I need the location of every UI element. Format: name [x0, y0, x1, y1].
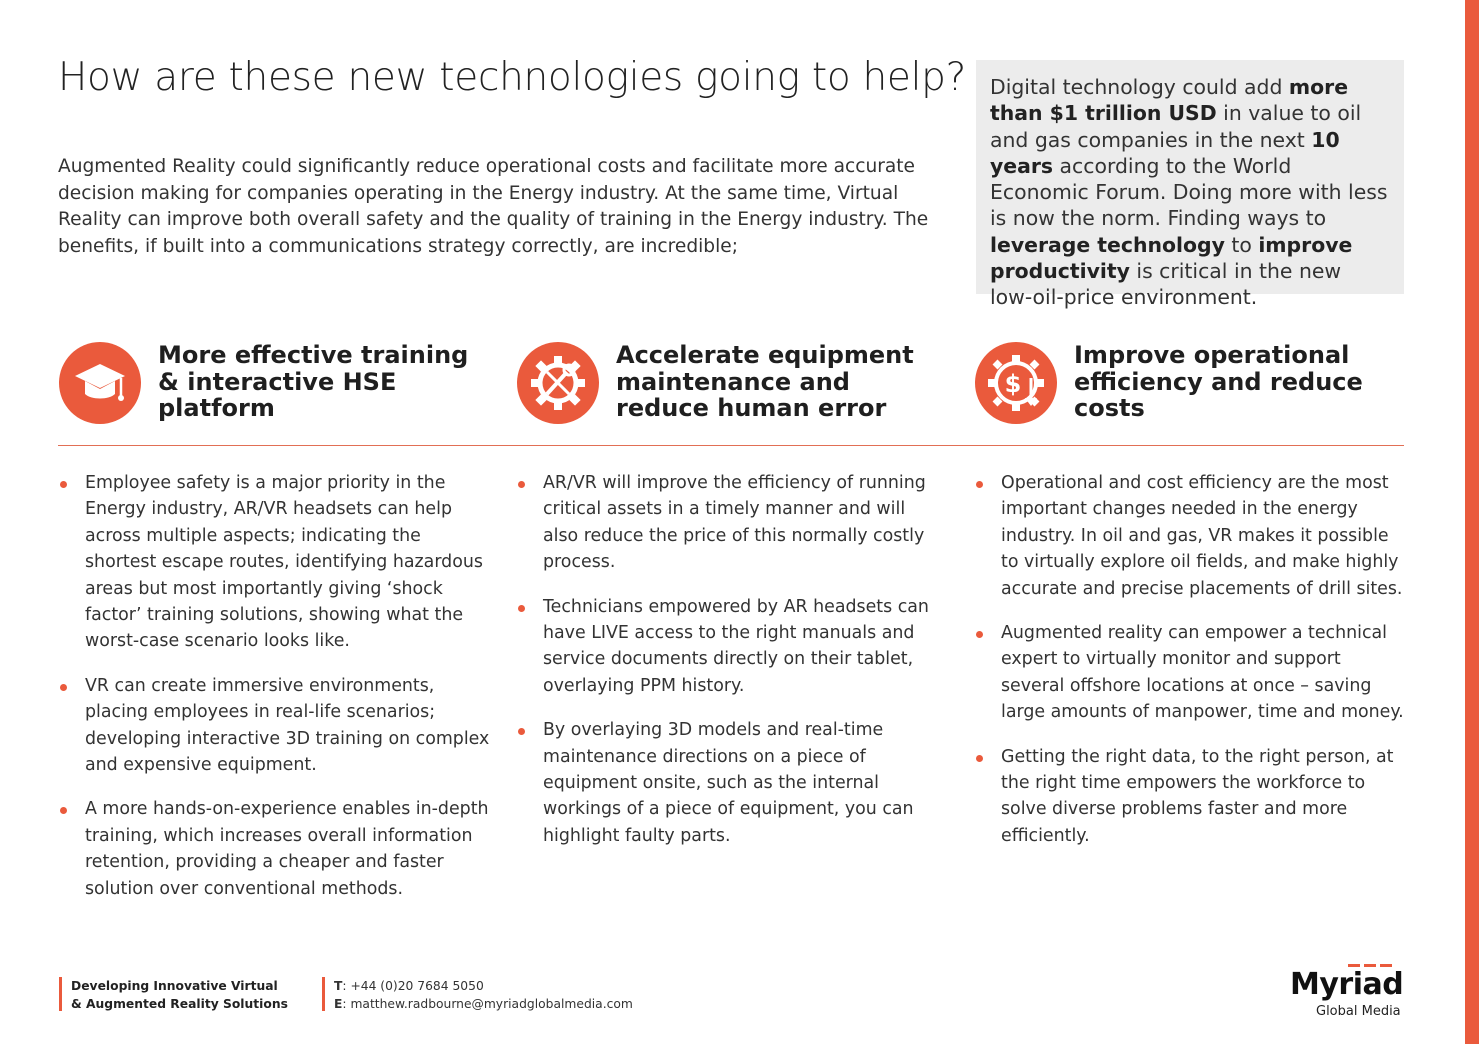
- logo-subtitle: Global Media: [1316, 1004, 1401, 1019]
- bullet-item: Operational and cost efficiency are the most important changes needed in the energy industry. In oil and gas, VR makes it possible to virtually explore oil fields, and make highly accurate and precise placements of drill sites.: [975, 470, 1405, 602]
- bullet-item: A more hands-on-experience enables in-depth training, which increases overall information retention, providing a cheaper and faster solution over conventional methods.: [59, 796, 491, 902]
- graduation-cap-icon: [59, 342, 141, 424]
- callout-emphasis: 10 years: [990, 127, 1340, 178]
- callout-emphasis: leverage technology: [990, 232, 1225, 257]
- logo-wordmark: Myriad: [1290, 967, 1404, 1002]
- phone-line: [334, 977, 633, 995]
- tagline-line: Developing Innovative Virtual: [71, 979, 278, 993]
- footer-contact: [322, 977, 633, 1011]
- footer-tagline: [59, 977, 288, 1011]
- intro-paragraph: Augmented Reality could significantly reduce operational costs and facilitate more accurate decision making for companies operating in the Energy industry. At the same time, Virtual Reality can improve both overall safety and the quality of training in the Energy industry. The benefits, if built into a communications strategy correctly, are incredible;: [58, 156, 929, 257]
- column-efficiency: [975, 470, 1405, 867]
- column-training: [59, 470, 491, 920]
- bullet-list: [59, 470, 491, 902]
- callout-emphasis: improve productivity: [990, 232, 1353, 284]
- callout-text: is critical in the new low-oil-price environment.: [990, 259, 1342, 310]
- column-heading: Accelerate equipment maintenance and reduce human error: [616, 341, 914, 423]
- bullet-item: Technicians empowered by AR headsets can have LIVE access to the right manuals and service documents directly on their tablet, overlaying PPM history.: [517, 594, 937, 700]
- myriad-logo: [1288, 964, 1406, 1024]
- callout-text: Digital technology could add: [990, 75, 1289, 99]
- phone-number[interactable]: : +44 (0)20 7684 5050: [342, 979, 484, 993]
- email-line: [334, 995, 633, 1013]
- gear-wrench-icon: [517, 342, 599, 424]
- section-divider: [58, 445, 1404, 446]
- email-address[interactable]: : matthew.radbourne@myriadglobalmedia.com: [342, 997, 633, 1011]
- column-heading: More effective training & interactive HSE platform: [158, 341, 469, 423]
- page-title: How are these new technologies going to help?: [58, 55, 967, 100]
- gear-dollar-icon: [975, 342, 1057, 424]
- tagline-line: & Augmented Reality Solutions: [71, 997, 288, 1011]
- bullet-item: Employee safety is a major priority in the Energy industry, AR/VR headsets can help across multiple aspects; indicating the shortest escape routes, identifying hazardous areas but most importantly giving ‘shock factor’ training solutions, showing what the worst-case scenario looks like.: [59, 470, 491, 655]
- column-heading: Improve operational efficiency and reduce costs: [1074, 341, 1363, 423]
- callout-text: to: [1224, 232, 1259, 257]
- bullet-item: VR can create immersive environments, placing employees in real-life scenarios; developing interactive 3D training on complex and expensive equipment.: [59, 673, 491, 779]
- callout-emphasis: more than $1 trillion USD: [990, 75, 1349, 126]
- bullet-item: Getting the right data, to the right person, at the right time empowers the workforce to solve diverse problems faster and more efficiently.: [975, 744, 1405, 850]
- callout-text: according to the World Economic Forum. Doing more with less is now the norm. Finding ways to: [990, 153, 1388, 231]
- email-label: E: [334, 997, 343, 1011]
- edge-accent-stripe: [1465, 0, 1479, 1044]
- callout-box: [976, 60, 1404, 310]
- bullet-item: Augmented reality can empower a technical expert to virtually monitor and support several offshore locations at once – saving large amounts of manpower, time and money.: [975, 620, 1405, 726]
- bullet-list: [975, 470, 1405, 849]
- svg-text:$: $: [1004, 370, 1022, 398]
- callout-text: in value to oil and gas companies in the next: [990, 101, 1362, 152]
- bullet-item: By overlaying 3D models and real-time maintenance directions on a piece of equipment onsite, such as the internal workings of a piece of equipment, you can highlight faulty parts.: [517, 717, 937, 849]
- bullet-list: [517, 470, 937, 849]
- phone-label: T: [334, 979, 343, 993]
- column-maintenance: [517, 470, 937, 867]
- bullet-item: AR/VR will improve the efficiency of running critical assets in a timely manner and will also reduce the price of this normally costly process.: [517, 470, 937, 576]
